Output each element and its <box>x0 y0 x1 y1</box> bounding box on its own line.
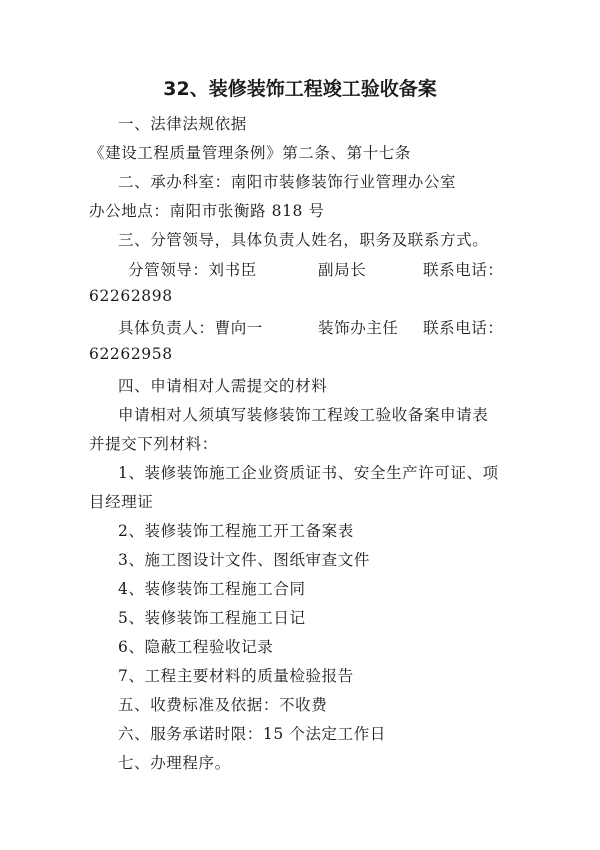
section-2-office: 二、承办科室：南阳市装修装饰行业管理办公室 <box>118 173 457 191</box>
page-title: 32、装修装饰工程竣工验收备案 <box>163 78 437 100</box>
responsible-name: 具体负责人：曹向一 <box>118 319 263 337</box>
materials-intro: 申请相对人须填写装修装饰工程竣工验收备案申请表 <box>118 406 489 424</box>
material-item-1: 1、装修装饰施工企业资质证书、安全生产许可证、项 <box>118 464 499 482</box>
material-item-1-cont: 目经理证 <box>89 493 154 511</box>
material-item-4: 4、装修装饰工程施工合同 <box>118 580 306 598</box>
responsible-phone: 62262958 <box>89 345 173 363</box>
material-item-2: 2、装修装饰工程施工开工备案表 <box>118 522 354 540</box>
section-3-heading: 三、分管领导，具体负责人姓名，职务及联系方式。 <box>118 231 489 249</box>
leader-phone: 62262898 <box>89 287 173 305</box>
section-6-time-limit: 六、服务承诺时限：15 个法定工作日 <box>118 725 386 743</box>
material-item-5: 5、装修装饰工程施工日记 <box>118 609 306 627</box>
leader-phone-label: 联系电话： <box>423 261 504 279</box>
material-item-3: 3、施工图设计文件、图纸审查文件 <box>118 551 370 569</box>
section-5-fee: 五、收费标准及依据：不收费 <box>118 696 328 714</box>
legal-basis: 《建设工程质量管理条例》第二条、第十七条 <box>89 144 412 162</box>
section-4-heading: 四、申请相对人需提交的材料 <box>118 377 328 395</box>
material-item-7: 7、工程主要材料的质量检验报告 <box>118 667 354 685</box>
responsible-title: 装饰办主任 <box>318 319 399 337</box>
responsible-phone-label: 联系电话： <box>423 319 504 337</box>
leader-name: 分管领导：刘书臣 <box>128 261 257 279</box>
section-1-heading: 一、法律法规依据 <box>118 115 247 133</box>
leader-title: 副局长 <box>318 261 367 279</box>
material-item-6: 6、隐蔽工程验收记录 <box>118 638 274 656</box>
section-7-procedure: 七、办理程序。 <box>118 754 231 772</box>
office-address: 办公地点：南阳市张衡路 818 号 <box>89 202 325 220</box>
materials-intro-cont: 并提交下列材料： <box>89 435 218 453</box>
